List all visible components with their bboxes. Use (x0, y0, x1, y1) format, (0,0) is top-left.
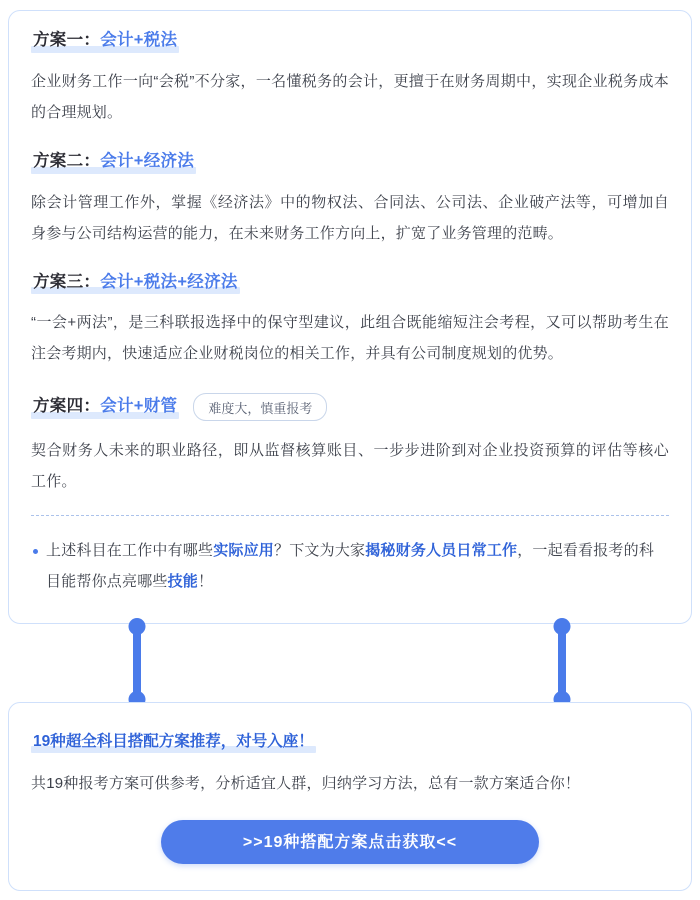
connector-right-icon (558, 624, 566, 702)
scheme-heading-row-1 (31, 31, 669, 52)
scheme-section-1 (31, 31, 669, 128)
scheme-highlight-4: 会计+财管 (100, 396, 178, 415)
note-text (46, 535, 669, 597)
scheme-label-4: 方案四： (33, 396, 101, 415)
note-bold-1: 实际应用 (213, 542, 275, 560)
get-schemes-button[interactable]: >>19种搭配方案点击获取<< (161, 820, 539, 864)
note-text-2: ？下文为大家 (274, 542, 366, 560)
dashed-divider (31, 515, 669, 517)
note-text-4: ！ (198, 573, 214, 591)
scheme-heading-row-2 (31, 152, 669, 173)
promo-title: 19种超全科目搭配方案推荐，对号入座！ (31, 729, 316, 752)
bullet-dot-icon (33, 549, 38, 554)
scheme-label-2: 方案二： (33, 151, 101, 170)
scheme-section-4 (31, 393, 669, 497)
note-block (31, 535, 669, 597)
scheme-heading-row-4 (31, 393, 669, 421)
scheme-section-3 (31, 273, 669, 370)
scheme-heading-1 (31, 31, 179, 52)
scheme-highlight-1: 会计+税法 (100, 31, 178, 49)
note-bold-3: 技能 (167, 573, 199, 591)
scheme-card (8, 10, 692, 624)
scheme-label-1: 方案一： (33, 31, 101, 49)
note-bold-2: 揭秘财务人员日常工作 (365, 542, 518, 560)
scheme-body-4: 契合财务人未来的职业路径，即从监督核算账目、一步步进阶到对企业投资预算的评估等核心工作。 (31, 442, 669, 491)
note-text-1: 上述科目在工作中有哪些 (46, 542, 214, 560)
scheme-heading-4 (31, 397, 179, 418)
scheme-heading-3 (31, 273, 240, 294)
scheme-heading-row-3 (31, 273, 669, 294)
scheme-label-3: 方案三： (33, 272, 101, 291)
scheme-highlight-3: 会计+税法+经济法 (100, 272, 238, 291)
scheme-body-1: 企业财务工作一向“会税”不分家，一名懂税务的会计，更擅于在财务周期中，实现企业税务成本的合理规划。 (31, 72, 669, 121)
scheme-body-3: “一会+两法”，是三科联报选择中的保守型建议，此组合既能缩短注会考程，又可以帮助考生在注会考期内，快速适应企业财税岗位的相关工作，并具有公司制度规划的优势。 (31, 314, 669, 363)
connector-group (8, 624, 692, 702)
difficulty-tag: 难度大，慎重报考 (193, 393, 327, 421)
note-text-3: ，一起看看报考的科目能帮你点亮哪些 (46, 542, 655, 591)
promo-card (8, 702, 692, 891)
scheme-highlight-2: 会计+经济法 (100, 151, 195, 170)
scheme-heading-2 (31, 152, 196, 173)
promo-desc: 共19种报考方案可供参考，分析适宜人群，归纳学习方法，总有一款方案适合你！ (31, 775, 581, 793)
connector-left-icon (133, 624, 141, 702)
scheme-section-2 (31, 152, 669, 249)
scheme-body-2: 除会计管理工作外，掌握《经济法》中的物权法、合同法、公司法、企业破产法等，可增加自身参与公司结构运营的能力，在未来财务工作方向上，扩宽了业务管理的范畴。 (31, 193, 669, 242)
